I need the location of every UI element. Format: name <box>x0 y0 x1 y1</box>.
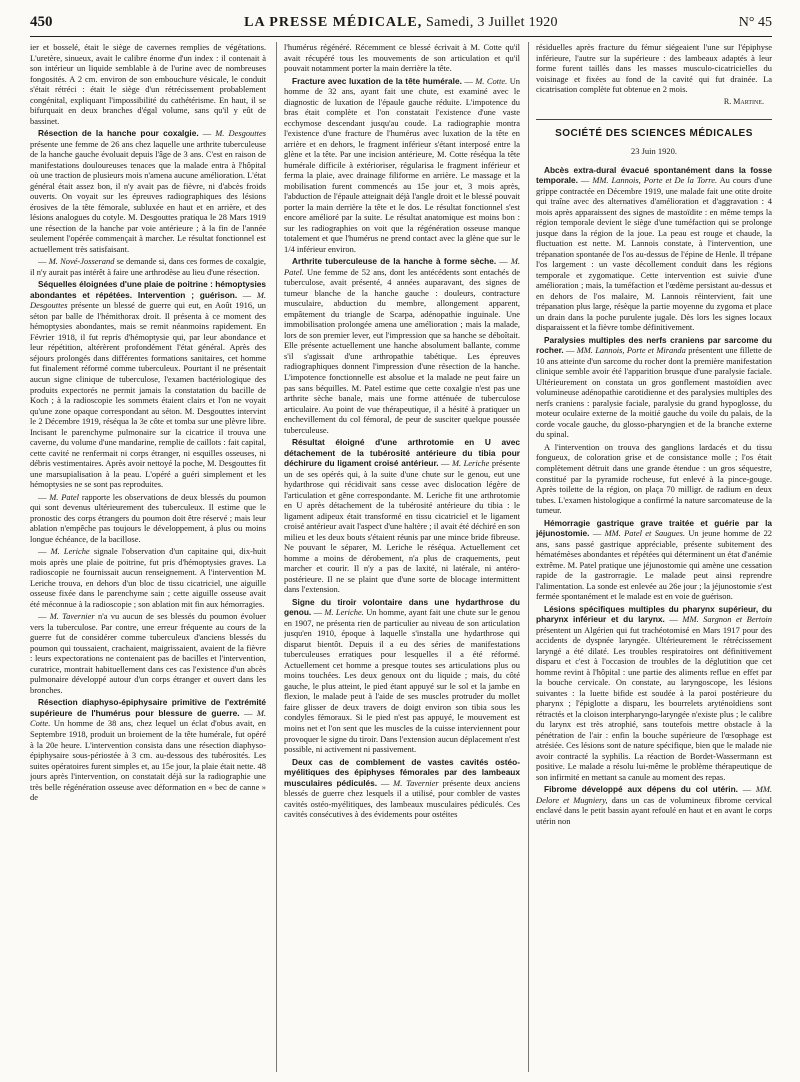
article: Résection diaphyso-épiphysaire primitive de l'extrémité supérieure de l'humérus pour blessure de guerre. — M. Cotte. Un homme de 38 ans, chez lequel un éclat d'obus avait, en Septembre 1918, produit un broiement de la tête humérale, fut opéré à la 20e heure. L'intervention consista dans une résection diaphyso-épiphysaire sous-périostée à 3 cm. au-dessous des tubérosités. Les suites opératoires furent simples et, au 15e jour, la plaie était nette. 48 jours après l'intervention, on constatait déjà sur la radiographie une très belle régénération osseuse avec déformation en « bec de canne » de <box>30 697 266 803</box>
article-author: M. Leriche <box>451 458 490 469</box>
article-title: Deux cas de comblement de vastes cavités ostéo-myélitiques des épiphyses fémorales par des lambeaux musculaires pédiculés. <box>284 756 520 788</box>
article: Séquelles éloignées d'une plaie de poitrine : hémoptysies abondantes et répétées. Intervention ; guérison. — M. Desgouttes présente un blessé de guerre qui eut, en Août 1916, un séton par balle de l'hémithorax droit. Il présenta à ce moment des hémoptysies abondantes, mais se remit néanmoins rapidement. En Février 1918, il fut repris d'hémoptysie qui, par leur abondance et leur répétition, altérèrent profondément l'état général. Après des séjours prolongés dans différentes formations sanitaires, cet homme fut finalement réformé comme tuberculeux. Pourtant il ne présentait aucun signe clinique de tuberculose, l'examen bactériologique des produits expectorés ne permit jamais la constatation du bacille de Koch ; à la radioscopie les sommets étaient clairs et l'on ne voyait qu'une zone opaque correspondant au séton. M. Desgouttes intervint le 2 Décembre 1919, réséqua la 3e côte et tomba sur une plèvre libre. Incisant le parenchyme pulmonaire sur la cicatrice il trouva une caverne, du volume d'une mandarine, remplie de caillots : fait capital, cette cavité ne renfermait ni corps étranger, ni esquilles osseuses, ni débris vestimentaires. Après avoir nettoyé la poche, M. Desgouttes fit une marsupialisation à la peau. L'opéré a guéri simplement et les hémoptysies ne se sont pas reproduites. <box>30 279 266 490</box>
article-author: MM. Lannois, Porte et De la Torre. <box>592 175 718 186</box>
article-title: Arthrite tuberculeuse de la hanche à forme sèche. <box>292 256 497 267</box>
article: Résultat éloigné d'une arthrotomie en U avec détachement de la tubérosité antérieure du tibia pour déchirure du ligament croisé antérieur. — M. Leriche présente un de ses opérés qui, à la suite d'une chute sur le genou, eut une hydarthrose qui récidivait sans cesse avec dislocation légère de l'articulation et gêne correspondante. M. Leriche fit une arthrotomie en U après détachement de la tubérosité antérieure du tibia : le ligament adipeux était transformé en tissu cicatriciel et le ligament croisé antérieur avait l'aspect d'une haltère ; il avait été déchiré en son milieu et les deux bouts s'étaient réunis par une mince bride fibreuse. Ne pouvant le séparer, M. Leriche le réséqua. Actuellement cet homme a moins de dérobement, n'a plus de craquements, peut marcher et courir. Il n'y a pas de laxité, ni latérale, ni antéro-postérieure. Il ne se plaint que d'une sorte de blocage intermittent dans l'extension. <box>284 437 520 595</box>
article-author: M. Leriche <box>50 546 90 557</box>
column-divider <box>276 42 277 1072</box>
article-author: M. Tavernier <box>49 611 95 622</box>
discussion: — M. Patel rapporte les observations de deux blessés du poumon qui sont devenus ultérieurement des tuberculeux. Il estime que le pronostic des corps étrangers du poumon doit être réservé ; mais leur ablation n'empêche pas toujours le développement, à plus ou moins longue échéance, de la bacillose. <box>30 491 266 544</box>
article-title: Résection de la hanche pour coxalgie. <box>38 128 199 139</box>
issue-number: N° 45 <box>738 15 772 30</box>
article: Lésions spécifiques multiples du pharynx supérieur, du pharynx inférieur et du larynx. — MM. Sargnon et Bertoin présentent un Algérien qui fut trachéotomisé en Mars 1917 pour des accidents de dyspnée laryngée. Ultérieurement le rétrécissement laryngé a été dilaté. Les troubles respiratoires ont définitivement disparu et c'est à l'occasion de troubles de la déglutition que cet homme revint à l'hôpital : une partie des aliments reflue en effet par la bouche cervicale. On constate, au laryngoscope, les lésions suivantes : la luette bifide est soudée à la paroi postérieure du pharynx ; l'épiglotte a disparu, les bourrelets aryténoïdiens sont rétractés et la cloison interpharyngo-laryngée n'existe plus ; le calibre du larynx est très atrophié, sans toutefois mettre obstacle à la pénétration de l'air : enfin la bouche supérieure de l'œsophage est atrésiée. Ces lésions sont de nature spécifique, bien que le malade nie avoir contracté la syphilis. La réaction de Bordet-Wassermann est positive. Le malade a résolu lui-même le problème thérapeutique de son infirmité en mettant sa canule au moment des repas. <box>536 603 772 782</box>
article: Signe du tiroir volontaire dans une hydarthrose du genou. — M. Leriche. Un homme, ayant fait une chute sur le genou en 1907, ne présenta rien de particulier au niveau de son articulation jusqu'en 1910, époque à laquelle s'installa une hydarthrose qui disparut bientôt. Depuis il a eu des séries de manifestations tuberculeuses erratiques pour lesquelles il a été réformé. Actuellement cet homme a presque toutes ses articulations plus ou moins touchées. Les deux genoux ont du liquide ; mais, du côté gauche, le plus atteint, le pied étant appuyé sur le sol et la jambe en flexion, le malade peut à l'aide de ses muscles protruder du mollet faire glisser de deux travers de doigt environ son tibia sous les condyles fémoraux. Si le pied n'est pas appuyé, le mouvement est moins net et l'on sent que les muscles de la cuisse interviennent pour provoquer le signe du tiroir. Dans l'extension aucun déplacement n'est possible, ni activement ni passivement. <box>284 596 520 755</box>
paragraph: l'humérus régénéré. Récemment ce blessé écrivait à M. Cotte qu'il avait récupéré tous les mouvements de son articulation et qu'il pouvait notamment porter la main derrière la tête. <box>284 42 520 74</box>
signature: R. Martine. <box>723 96 764 106</box>
article-title: Fibrome développé aux dépens du col utérin. <box>544 784 738 795</box>
article-text: présente deux anciens blessés de guerre chez lesquels il a utilisé, pour combler de vastes cavités ostéo-myélitiques, des lambeaux musculaires pédiculés. Ces cavités consécutives à des évidements pour ostéites <box>284 777 520 820</box>
discussion: — M. Leriche signale l'observation d'un capitaine qui, dix-huit mois après une plaie de poitrine, fut pris d'hémoptysies graves. La radioscopie ne fournissait aucun renseignement. A l'intervention M. Leriche trouva, en dehors d'un bloc de tissu cicatriciel, une aiguille osseuse fixée dans le parenchyme sain ; cette aiguille osseuse avait été méconnue à la radioscopie ; son ablation mit fin aux hémorragies. <box>30 546 266 609</box>
article-author: M. Desgouttes <box>30 289 266 311</box>
discussion: — M. Nové-Josserand se demande si, dans ces formes de coxalgie, il n'y aurait pas intérêt à faire une arthrodèse au lieu d'une résection. <box>30 256 266 277</box>
article-title: Résection diaphyso-épiphysaire primitive de l'extrémité supérieure de l'humérus pour blessure de guerre. <box>30 697 266 718</box>
article-title: Paralysies multiples des nerfs craniens par sarcome du rocher. <box>536 334 772 356</box>
article-text: Un homme de 38 ans, chez lequel un éclat d'obus avait, en Septembre 1918, produit un broiement de la tête humérale, fut opéré à la 20e heure. L'intervention consista dans une résection diaphyso-épiphysaire sous-périostée à 3 cm. au-dessous des tubérosités. Les suites opératoires furent simples et, au 15e jour, la plaie était nette. 48 jours après l'intervention, on constatait déjà sur la radiographie une très belle régénération osseuse avec déformation en « bec de canne » de <box>30 718 266 803</box>
article-author: M. Leriche. <box>324 607 364 618</box>
article-title: Abcès extra-dural évacué spontanément dans la fosse temporale. <box>536 164 772 186</box>
article-text: présente un de ses opérés qui, à la suite d'une chute sur le genou, eut une hydarthrose qui récidivait sans cesse avec dislocation légère de l'articulation et gêne correspondante. M. Leriche fit une arthrotomie en U après détachement de la tubérosité antérieure du tibia : le ligament adipeux était transformé en tissu cicatriciel et le ligament croisé antérieur avait l'aspect d'une haltère ; il avait été déchiré en son milieu et les deux bouts s'étaient réunis par une mince bride fibreuse. Ne pouvant le séparer, M. Leriche le réséqua. Actuellement cet homme a moins de dérobement, n'a plus de craquements, peut marcher et courir. Il n'y a pas de laxité, ni latérale, ni antéro-postérieure. Il ne se plaint que d'une sorte de blocage intermittent dans l'extension. <box>284 458 520 595</box>
paragraph: résiduelles après fracture du fémur siégeaient l'une sur l'épiphyse inférieure, l'autre sur la supérieure : des lambeaux adaptés à leur forme furent taillés dans les masses musculo-cicatricielles du voisinage et fixées au fond de la cavité qui fut drainée. La cicatrisation complète fut obtenue en 2 mois. <box>536 42 772 95</box>
article-text: signale l'observation d'un capitaine qui, dix-huit mois après une plaie de poitrine, fut pris d'hémoptysies graves. La radioscopie ne fournissait aucun renseignement. A l'intervention M. Leriche trouva, en dehors d'un bloc de tissu cicatriciel, une aiguille osseuse fixée dans le parenchyme sain ; cette aiguille osseuse avait été méconnue à la radioscopie ; son ablation mit fin aux hémorragies. <box>30 546 266 609</box>
article-text: présentent une fillette de 10 ans atteinte d'un sarcome du rocher dont la première manifestation clinique semble avoir été l'apparition brusque d'une paralysie faciale. Ultérieurement on constata un gros gonflement mastoïdien avec volumineuse adénopathie carotidienne et des paralysies multiples des nerfs craniens : paralysie faciale, paralysie du grand hypoglosse, du moteur oculaire externe de la moitié gauche du voile du palais, de la corde vocale gauche, du glosso-pharyngien et de la branche externe du spinal. <box>536 345 772 440</box>
article-title: Séquelles éloignées d'une plaie de poitrine : hémoptysies abondantes et répétées. Intervention ; guérison. <box>30 279 266 300</box>
article-text: se demande si, dans ces formes de coxalgie, il n'y aurait pas intérêt à faire une arthrodèse au lieu d'une résection. <box>30 256 266 277</box>
journal-title <box>30 15 772 31</box>
article-text: Un homme, ayant fait une chute sur le genou en 1907, ne présenta rien de particulier au niveau de son articulation jusqu'en 1910, époque à laquelle s'installa une hydarthrose qui disparut bientôt. Depuis il a eu des séries de manifestations tuberculeuses erratiques pour lesquelles il a été réformé. Actuellement cet homme a presque toutes ses articulations plus ou moins touchées. Les deux genoux ont du liquide ; mais, du côté gauche, le plus atteint, le pied étant appuyé sur le sol et la jambe en flexion, le malade peut à l'aide de ses muscles protruder du mollet faire glisser de deux travers de doigt environ son tibia sous les condyles fémoraux. Si le pied n'est pas appuyé, le mouvement est moins net et l'on sent que les muscles de la cuisse interviennent pour provoquer le signe du tiroir. Dans l'extension aucun déplacement n'est possible, ni activement ni passivement. <box>284 607 520 755</box>
paragraph: ier et bosselé, était le siège de cavernes remplies de végétations. L'uretère, sinueux, avait le calibre énorme d'un index : il contenait à son intérieur un liquide semblable à de l'urine avec de nombreuses fongosités. A 2 cm. environ de son embouchure vésicale, le conduit s'était rétréci : était le siège d'un rétrécissement probablement congénital, expliquant l'impossibilité du cathétérisme. En haut, il se bifurquait en deux branches d'égal volume, sans qu'il y eût de bassinet. <box>30 42 266 126</box>
article-author: M. Cotte. <box>475 75 508 86</box>
article-author: M. Nové-Josserand <box>48 256 115 267</box>
article-text: Au cours d'une grippe contractée en Décembre 1919, une malade fait une otite droite qui traîne avec des alternatives d'amélioration et d'aggravation : 4 mois après apparaissent des signes de mastoïdite : en même temps la région temporale devient le siège d'une tuméfaction qui se prolonge jusque dans la région de la joue. La peau est rouge et chaude, la fluctuation est nette. M. Lannois constate, à l'intervention, une trépanation spontanée de l'os au-dessus de l'épine de Henle. Il trépane l'os largement : un vaste décollement conduit dans les régions temporale et zygomatique. Cette intervention est suivie d'une amélioration ; mais, la tuméfaction et l'œdème persistant au-dessus et en dehors de l'os malaire, M. Lannois réintervient, fait une trépanation plus large, résèque la partie moyenne du zygoma et place un drain dans la poche purulente jugale. Dès lors les signes locaux disparaissent et la fièvre tombe définitivement. <box>536 175 772 333</box>
discussion: — M. Tavernier n'a vu aucun de ses blessés du poumon évoluer vers la tuberculose. Par contre, une erreur fréquente au cours de la guerre fut de considérer comme tuberculeux d'anciens blessés du poumon qui toussaient, crachaient, maigrissaient, avaient de la fièvre : leurs expectorations ne contenaient pas de bacilles et l'intervention, curatrice, montrait habituellement dans ces cas l'existence d'un abcès pulmonaire développé autour d'un corps étranger et ouvert dans les bronches. <box>30 611 266 695</box>
article: Arthrite tuberculeuse de la hanche à forme sèche. — M. Patel. Une femme de 52 ans, dont les antécédents sont entachés de tuberculose, avait présenté, 4 années auparavant, des signes de tumeur blanche de la hanche gauche : douleurs, contracture musculaire, abduction du membre, allongement apparent, empâtement du triangle de Scarpa, adénopathie inguinale. Une immobilisation prolongée amena une amélioration ; mais la malade, lors de son premier lever, eut l'impression que sa hanche se déboîtait. Elle présente actuellement une hanche absolument ballante, comme s'il s'agissait d'une arthropathie tabétique. Les épreuves radiographiques donnent l'impression d'une résection de la hanche. L'impotence fonctionnelle est absolue et la malade ne peut faire un pas sans béquilles. M. Patel estime que cette coxalgie n'est pas une arthrite sèche banale, mais une forme atténuée de tuberculose articulaire. Au point de vue thérapeutique, il a hésité à pratiquer un enchevillement du col fémoral, de peur de susciter quelque poussée tuberculeuse. <box>284 256 520 435</box>
article: Résection de la hanche pour coxalgie. — M. Desgouttes présente une femme de 26 ans chez laquelle une arthrite tuberculeuse de la hanche gauche évoluait depuis l'âge de 3 ans. C'est en raison de manifestations douloureuses tenaces que la malade entra à l'hôpital où une traction de plusieurs mois n'amena aucune amélioration. L'état général était assez bon, il n'y avait pas de fièvre, ni d'abcès froids ouverts. On voyait sur les épreuves radiographiques des lésions érosives de la tête fémorale, subluxée en haut et en arrière, et des lésions analogues du cotyle. M. Desgouttes pratiqua le 28 Mars 1919 une résection de la hanche par voie antérieure ; à la fin de l'année seulement l'opérée commençait à marcher. Le résultat fonctionnel est actuellement très satisfaisant. <box>30 128 266 254</box>
section-heading: SOCIÉTÉ DES SCIENCES MÉDICALES <box>536 119 772 140</box>
article: Hémorragie gastrique grave traitée et guérie par la jéjunostomie. — MM. Patel et Saugues. Un jeune homme de 22 ans, sans passé gastrique appréciable, présente subitement des hématémèses abondantes et répétées qui déterminent un état d'anémie extrême. M. Patel pratique une jéjunostomie qui amène une cessation rapide de la gastrorragie. Le malade peut ainsi reprendre l'alimentation. La sonde est enlevée au 26e jour ; la jéjunostomie s'est fermée spontanément et le malade est en voie de guérison. <box>536 517 772 602</box>
article-title: Résultat éloigné d'une arthrotomie en U avec détachement de la tubérosité antérieure du tibia pour déchirure du ligament croisé antérieur. <box>284 437 520 469</box>
article-author: M. Patel. <box>284 256 520 277</box>
article: Paralysies multiples des nerfs craniens par sarcome du rocher. — MM. Lannois, Porte et Miranda présentent une fillette de 10 ans atteinte d'un sarcome du rocher dont la première manifestation clinique semble avoir été l'apparition brusque d'une paralysie faciale. Ultérieurement on constata un gros gonflement mastoïdien avec volumineuse adénopathie carotidienne et des paralysies multiples des nerfs craniens : paralysie faciale, paralysie du grand hypoglosse, du moteur oculaire externe de la moitié gauche du voile du palais, de la corde vocale gauche, du glosso-pharyngien et de la branche externe du spinal. <box>536 334 772 440</box>
article: Abcès extra-dural évacué spontanément dans la fosse temporale. — MM. Lannois, Porte et De la Torre. Au cours d'une grippe contractée en Décembre 1919, une malade fait une otite droite qui traîne avec des alternatives d'amélioration et d'aggravation : 4 mois après apparaissent des signes de mastoïdite : en même temps la région temporale devient le siège d'une tuméfaction qui se prolonge jusque dans la région de la joue. La peau est rouge et chaude, la fluctuation est nette. M. Lannois constate, à l'intervention, une trépanation spontanée de l'os au-dessus de l'épine de Henle. Il trépane l'os largement : un vaste décollement conduit dans les régions temporale et zygomatique. Cette intervention est suivie d'une amélioration ; mais, la tuméfaction et l'œdème persistant au-dessus et en dehors de l'os malaire, M. Lannois réintervient, fait une trépanation plus large, résèque la partie moyenne du zygoma et place un drain dans la poche purulente jugale. Dès lors les signes locaux disparaissent et la fièvre tombe définitivement. <box>536 164 772 333</box>
column-left <box>30 42 266 1072</box>
article: Deux cas de comblement de vastes cavités ostéo-myélitiques des épiphyses fémorales par des lambeaux musculaires pédiculés. — M. Tavernier présente deux anciens blessés de guerre chez lesquels il a utilisé, pour combler de vastes cavités ostéo-myélitiques, des lambeaux musculaires pédiculés. Ces cavités consécutives à des évidements pour ostéites <box>284 756 520 820</box>
article: Fibrome développé aux dépens du col utérin. — MM. Delore et Mugniery, dans un cas de volumineux fibrome cervical enclavé dans le petit bassin ayant refoulé en haut et en avant le corps utérin non <box>536 784 772 826</box>
paragraph: A l'intervention on trouva des ganglions lardacés et du tissu fongueux, de coloration grise et de consistance molle ; l'os était complètement détruit dans une grande étendue : un gros séquestre, constitué par la pyramide rocheuse, fut enlevé à la pince-gouge. Après toilette de la région, on plaça 70 milligr. de radium en deux tubes. L'examen histologique a confirmé la nature sarcomateuse de la tumeur. <box>536 441 772 516</box>
article-title: Fracture avec luxation de la tête humérale. <box>292 75 462 86</box>
page-header <box>30 14 772 37</box>
article-author: M. Cotte. <box>30 707 266 729</box>
article-text: présentent un Algérien qui fut trachéotomisé en Mars 1917 pour des accidents de dyspnée laryngée. Ultérieurement le rétrécissement laryngé a été dilaté. Les troubles respiratoires ont définitivement disparu et c'est à l'occasion de troubles de la déglutition que cet homme revint à l'hôpital : une partie des aliments reflue en effet par la bouche cervicale. On constate, au laryngoscope, les lésions suivantes : la luette bifide est soudée à la paroi postérieure du pharynx ; l'épiglotte a disparu, les bourrelets aryténoïdiens sont rétractés et la cloison interpharyngo-laryngée n'existe plus ; le calibre du larynx est très atrophié, sans toutefois mettre obstacle à la pénétration de l'air : enfin la bouche supérieure de l'œsophage est atrésiée. Ces lésions sont de nature spécifique, bien que le malade nie avoir contracté la syphilis. La réaction de Bordet-Wassermann est positive. Le malade a résolu lui-même le problème thérapeutique de son infirmité en mettant sa canule au moment des repas. <box>536 624 772 782</box>
article-text: rapporte les observations de deux blessés du poumon qui sont devenus ultérieurement des tuberculeux. Il estime que le pronostic des corps étrangers du poumon doit être réservé ; mais leur ablation n'empêche pas toujours le développement, à plus ou moins longue échéance, de la bacillose. <box>30 491 266 544</box>
article-text: n'a vu aucun de ses blessés du poumon évoluer vers la tuberculose. Par contre, une erreur fréquente au cours de la guerre fut de considérer comme tuberculeux d'anciens blessés du poumon qui toussaient, crachaient, maigrissaient, avaient de la fièvre : leurs expectorations ne contenaient pas de bacilles et l'intervention, curatrice, montrait habituellement dans ces cas l'existence d'un abcès pulmonaire développé autour d'un corps étranger et ouvert dans les bronches. <box>30 611 266 695</box>
article-author: MM. Lannois, Porte et Miranda <box>576 345 686 356</box>
article-title: Lésions spécifiques multiples du pharynx supérieur, du pharynx inférieur et du larynx. <box>536 603 772 625</box>
article-author: MM. Sargnon et Bertoin <box>682 614 772 625</box>
page-number: 450 <box>30 14 53 30</box>
column-right <box>536 42 772 1072</box>
article-author: M. Desgouttes <box>215 128 266 139</box>
article-text: présente un blessé de guerre qui eut, en Août 1916, un séton par balle de l'hémithorax droit. Il présenta à ce moment des hémoptysies abondantes, mais se remit néanmoins rapidement. En Février 1918, il fut repris d'hémoptysie qui, par leur abondance et leur répétition, altérèrent profondément l'état général. Après des séjours prolongés dans différentes formations sanitaires, cet homme fut finalement réformé comme tuberculeux. Pourtant il ne présentait aucun signe clinique de tuberculose, l'examen bactériologique des produits expectorés ne permit jamais la constatation du bacille de Koch ; à la radioscopie les sommets étaient clairs et l'on ne voyait qu'une zone opaque correspondant au séton. M. Desgouttes intervint le 2 Décembre 1919, réséqua la 3e côte et tomba sur une plèvre libre. Incisant le parenchyme pulmonaire sur la cicatrice il trouva une caverne, du volume d'une mandarine, remplie de caillots : fait capital, cette cavité ne renfermait ni corps étranger, ni esquilles osseuses, ni débris vestimentaires. Après avoir nettoyé la poche, M. Desgouttes fit une marsupialisation à la peau. L'opéré a guéri simplement et les hémoptysies ne se sont pas reproduites. <box>30 300 266 490</box>
article-author: M. Patel <box>49 491 80 502</box>
article-text: Une femme de 52 ans, dont les antécédents sont entachés de tuberculose, avait présenté, 4 années auparavant, des signes de tumeur blanche de la hanche gauche : douleurs, contracture musculaire, abduction du membre, allongement apparent, empâtement du triangle de Scarpa, adénopathie inguinale. Une immobilisation prolongée amena une amélioration ; mais la malade, lors de son premier lever, eut l'impression que sa hanche se déboîtait. Elle présente actuellement une hanche absolument ballante, comme s'il s'agissait d'une arthropathie tabétique. Les épreuves radiographiques donnent l'impression d'une résection de la hanche. L'impotence fonctionnelle est absolue et la malade ne peut faire un pas sans béquilles. M. Patel estime que cette coxalgie n'est pas une arthrite sèche banale, mais une forme atténuée de tuberculose articulaire. Au point de vue thérapeutique, il a hésité à pratiquer un enchevillement du col fémoral, de peur de susciter quelque poussée tuberculeuse. <box>284 266 520 435</box>
article-text: Un jeune homme de 22 ans, sans passé gastrique appréciable, présente subitement des hématémèses abondantes et répétées qui déterminent un état d'anémie extrême. M. Patel pratique une jéjunostomie qui amène une cessation rapide de la gastrorragie. Le malade peut ainsi reprendre l'alimentation. La sonde est enlevée au 26e jour ; la jéjunostomie s'est fermée spontanément et le malade est en voie de guérison. <box>536 528 772 602</box>
article-author: MM. Delore et Mugniery, <box>536 784 772 805</box>
session-date: 23 Juin 1920. <box>630 145 678 156</box>
article-author: MM. Patel et Saugues. <box>604 528 685 539</box>
article-title: Hémorragie gastrique grave traitée et guérie par la jéjunostomie. <box>536 517 772 539</box>
article: Fracture avec luxation de la tête humérale. — M. Cotte. Un homme de 32 ans, ayant fait une chute, est examiné avec le diagnostic de luxation de l'épaule gauche réduite. L'impotence du bras était complète et l'on constatait l'existence d'une vaste ecchymose descendant jusqu'au coude. La radiographie montra l'existence d'une fracture de l'humérus avec luxation de la tête en arrière et en dehors, le fragment inférieur s'étant interposé entre la glène et la tête. Par une incision antérieure, M. Cotte réséqua la tête humérale difficile à extérioriser, régularisa le fragment inférieur et ferma la plaie, avec drainage filiforme en arrière. Le massage et la mobilisation furent commencés au 15e jour et, 3 mois après, l'abduction de l'épaule atteignait déjà l'angle droit et le blessé pouvait porter la main derrière la tête et le dos. Le résultat fonctionnel s'est encore amélioré par la suite. Le résultat anatomique est moins bon : sur les radiographies on voit que la régénération osseuse manque totalement et que l'humérus ne prend contact avec la glène que sur le 1/4 inférieur environ. <box>284 75 520 254</box>
column-middle <box>284 42 520 1072</box>
column-divider <box>528 42 529 1072</box>
article-text: présente une femme de 26 ans chez laquelle une arthrite tuberculeuse de la hanche gauche évoluait depuis l'âge de 3 ans. C'est en raison de manifestations douloureuses tenaces que la malade entra à l'hôpital où une traction de plusieurs mois n'amena aucune amélioration. L'état général était assez bon, il n'y avait pas de fièvre, ni d'abcès froids ouverts. On voyait sur les épreuves radiographiques des lésions érosives de la tête fémorale, subluxée en haut et en arrière, et des lésions analogues du cotyle. M. Desgouttes pratiqua le 28 Mars 1919 une résection de la hanche par voie antérieure ; à la fin de l'année seulement l'opérée commençait à marcher. Le résultat fonctionnel est actuellement très satisfaisant. <box>30 138 266 254</box>
journal-name: LA PRESSE MÉDICALE, <box>244 15 423 30</box>
issue-date: Samedi, 3 Juillet 1920 <box>426 15 558 30</box>
article-text: Un homme de 32 ans, ayant fait une chute, est examiné avec le diagnostic de luxation de l'épaule gauche réduite. L'impotence du bras était complète et l'on constatait l'existence d'une vaste ecchymose descendant jusqu'au coude. La radiographie montra l'existence d'une fracture de l'humérus avec luxation de la tête en arrière et en dehors, le fragment inférieur s'étant interposé entre la glène et la tête. Par une incision antérieure, M. Cotte réséqua la tête humérale difficile à extérioriser, régularisa le fragment inférieur et ferma la plaie, avec drainage filiforme en arrière. Le massage et la mobilisation furent commencés au 15e jour et, 3 mois après, l'abduction de l'épaule atteignait déjà l'angle droit et le blessé pouvait porter la main derrière la tête et le dos. Le résultat fonctionnel s'est encore amélioré par la suite. Le résultat anatomique est moins bon : sur les radiographies on voit que la régénération osseuse manque totalement et que l'humérus ne prend contact avec la glène que sur le 1/4 inférieur environ. <box>284 75 520 254</box>
article-text: dans un cas de volumineux fibrome cervical enclavé dans le petit bassin ayant refoulé en haut et en avant le corps utérin non <box>536 794 772 826</box>
article-author: M. Tavernier <box>393 777 439 788</box>
article-title: Signe du tiroir volontaire dans une hydarthrose du genou. <box>284 596 520 618</box>
